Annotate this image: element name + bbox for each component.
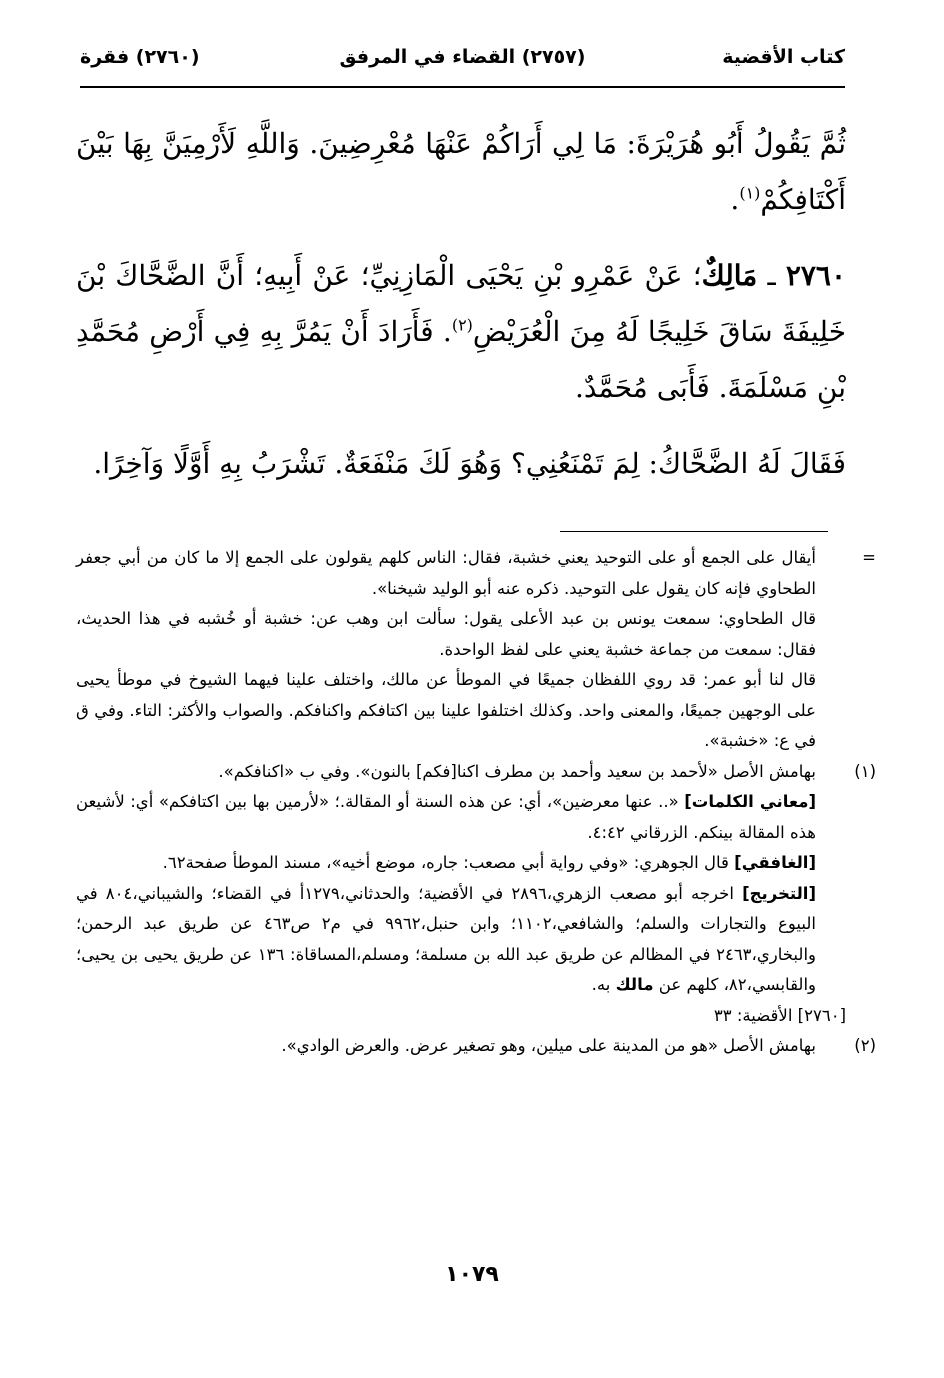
takhrij-malik: مالك bbox=[615, 975, 654, 994]
footnote-2 bbox=[76, 1031, 876, 1062]
page-number: ١٠٧٩ bbox=[445, 1262, 499, 1287]
takhrij-label: [التخريج] bbox=[742, 883, 816, 903]
continuation-marker: = bbox=[862, 548, 876, 567]
paragraph-1 bbox=[76, 116, 846, 228]
narrator-malik: مَالِكٌ bbox=[701, 259, 758, 292]
footnote-continuation bbox=[76, 543, 876, 604]
paragraph-3: فَقَالَ لَهُ الضَّحَّاكُ: لِمَ تَمْنَعُنِي؟ وَهُوَ لَكَ مَنْفَعَةٌ. تَشْرَبُ بِهِ أَوَّلًا وَآخِرًا. bbox=[93, 447, 846, 480]
ghafiqi-label: [الغافقي] bbox=[734, 853, 816, 872]
footnote-divider bbox=[560, 531, 828, 532]
continuation-text: أيقال على الجمع أو على التوحيد يعني خشبة، فقال: الناس كلهم يقولون على الجمع إلا ما كان من أبي جعفر الطحاوي فإنه كان يقول على التوحيد. ذكره عنه أبو الوليد شيخنا». bbox=[76, 548, 816, 598]
paragraph-1-end: . bbox=[730, 183, 740, 216]
footnote-ref-2[interactable]: (٢) bbox=[451, 315, 473, 335]
note-ibn-umar: قال لنا أبو عمر: قد روي اللفظان جميعًا في الموطأ عن مالك، واختلف علينا فيهما الشيوخ في موطأ يحيى على الوجهين جميعًا، والمعنى واحد. وكذلك اختلفوا علينا بين اكتافكم واكنافكم. والصواب والأكثر: التاء. وفي ق في ع: «خشبة». bbox=[76, 670, 816, 750]
footnote-2-text: بهامش الأصل «هو من المدينة على ميلين، وهو تصغير عرض. والعرض الوادي». bbox=[281, 1036, 816, 1055]
footnote-1 bbox=[76, 757, 876, 788]
footnote-1-marker: (١) bbox=[854, 761, 876, 781]
paragraph-2-text-1: ؛ عَنْ عَمْرِو بْنِ يَحْيَى الْمَازِنِيِّ؛ عَنْ أَبِيهِ؛ أَنَّ الضَّحَّاكَ بْنَ خَلِيفَةَ سَاقَ خَلِيجًا لَهُ مِنَ الْعُرَيْضِ bbox=[76, 259, 846, 348]
footnote-ref-1[interactable]: (١) bbox=[739, 183, 761, 203]
takhrij-text: اخرجه أبو مصعب الزهري،٢٨٩٦ في الأقضية؛ والحدثاني،١٢٧٩أ في القضاء؛ والشيباني،٨٠٤ في البيوع والتجارات والسلم؛ والشافعي،١١٠٢؛ وابن حنبل،٩٩٦٢ في م٢ ص٤٦٣ عن طريق عبد الرحمن؛ والبخاري،٢٤٦٣ في المظالم عن طريق عبد الله بن مسلمة؛ ومسلم،المساقاة: ١٣٦ عن طريق يحيى بن يحيى؛ والقابسي،٨٢، كلهم عن bbox=[76, 883, 816, 994]
ghafiqi-text: قال الجوهري: «وفي رواية أبي مصعب: جاره، موضع أخيه»، مسند الموطأ صفحة٦٢. bbox=[162, 853, 735, 872]
hadith-number: ٢٧٦٠ bbox=[785, 259, 846, 292]
paragraph-1-text: ثُمَّ يَقُولُ أَبُو هُرَيْرَةَ: مَا لِي أَرَاكُمْ عَنْهَا مُعْرِضِينَ. وَاللَّهِ لَأَرْمِيَنَّ بِهَا بَيْنَ أَكْتَافِكُمْ bbox=[76, 127, 846, 216]
paragraph-2760 bbox=[76, 248, 846, 416]
paragraph-2-text-2: . فَأَرَادَ أَنْ يَمُرَّ بِهِ فِي أَرْضِ مُحَمَّدِ بْنِ مَسْلَمَةَ. فَأَبَى مُحَمَّدٌ. bbox=[76, 315, 846, 404]
maani-text: «.. عنها معرضين»، أي: عن هذه السنة أو المقالة.؛ «لأرمين بها بين اكتافكم» أي: لأشيعن هذه المقالة بينكم. الزرقاني ٤:٤٢. bbox=[76, 792, 816, 842]
hadith-separator: ـ bbox=[757, 259, 786, 292]
chapter-title: (٢٧٥٧) القضاء في المرفق bbox=[339, 46, 586, 68]
note-tahawi: قال الطحاوي: سمعت يونس بن عبد الأعلى يقول: سألت ابن وهب عن: خشبة أو خُشبه في هذا الحديث، فقال: سمعت من جماعة خشبة يعني على لفظ الواحدة. bbox=[76, 609, 816, 659]
main-text bbox=[76, 116, 846, 512]
footnote-2-marker: (٢) bbox=[854, 1036, 876, 1055]
footnote-1-text: بهامش الأصل «لأحمد بن سعيد وأحمد بن مطرف اكنا[فكم] بالنون». وفي ب «اكنافكم». bbox=[218, 761, 816, 781]
running-header bbox=[80, 46, 845, 88]
book-title: كتاب الأقضية bbox=[722, 46, 845, 68]
note-maani bbox=[76, 787, 846, 848]
maani-label: [معاني الكلمات] bbox=[684, 792, 816, 811]
note-reference: [٢٧٦٠] الأقضية: ٣٣ bbox=[713, 1005, 846, 1025]
footnotes bbox=[76, 543, 876, 1062]
note-ghafiqi bbox=[76, 848, 846, 879]
paragraph-range: (٢٧٦٠) فقرة bbox=[80, 46, 200, 68]
takhrij-end: به. bbox=[591, 975, 616, 994]
note-takhrij bbox=[76, 879, 846, 1001]
